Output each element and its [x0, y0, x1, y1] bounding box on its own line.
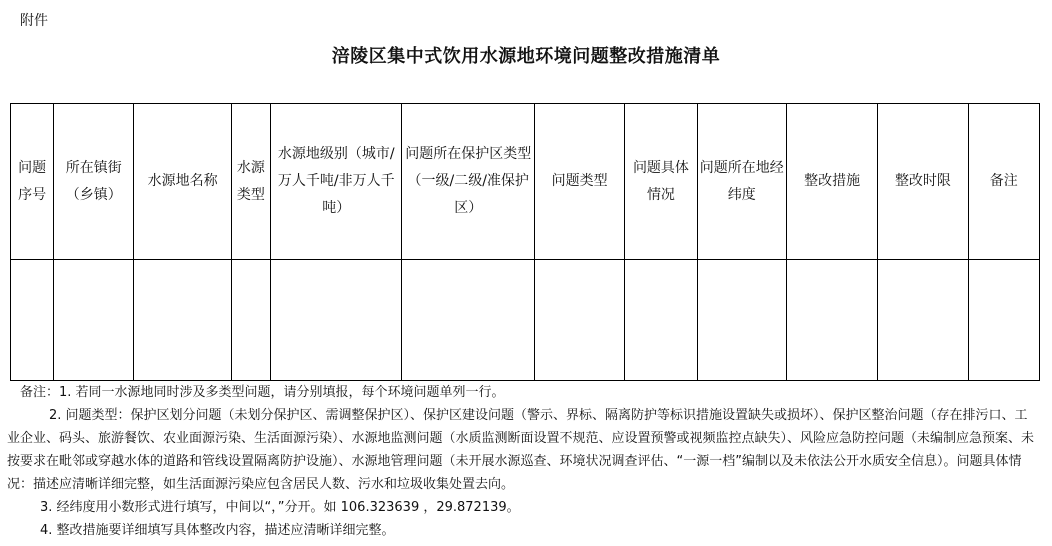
note-3: 3. 经纬度用小数形式进行填写，中间以“，”分开。如 106.323639 ，29.872139。	[40, 500, 520, 515]
header-cell-source-type: 水源类型	[231, 104, 270, 260]
note-2: 2. 问题类型：保护区划分问题（未划分保护区、需调整保护区）、保护区建设问题（警示、界标、隔离防护等标识措施设置缺失或损坏）、保护区整治问题（存在排污口、工业企业、码头、旅游餐饮、农业面源污染、生活面源污染）、水源地监测问题（水质监测断面设置不规范、应设置预警或视频监控点缺失）、风险应急防控问题（未编制应急预案、未按要求在毗邻或穿越水体的道路和管线设置隔离防护设施）、水源地管理问题（未开展水源巡查、环境状况调查评估、“一源一档”编制以及未依法公开水质安全信息）。问题具体情况：描述应清晰详细完整，如生活面源污染应包含居民人数、污水和垃圾收集处置去向。	[7, 408, 1035, 492]
table-cell[interactable]	[231, 260, 270, 381]
header-cell-coordinates: 问题所在地经纬度	[697, 104, 786, 260]
header-cell-issue-details: 问题具体情况	[625, 104, 697, 260]
table-header-row	[11, 104, 1040, 260]
table-cell[interactable]	[786, 260, 877, 381]
note-4: 4. 整改措施要详细填写具体整改内容，描述应清晰详细完整。	[40, 523, 395, 538]
header-cell-deadline: 整改时限	[878, 104, 968, 260]
header-cell-measures: 整改措施	[786, 104, 877, 260]
table-cell[interactable]	[534, 260, 624, 381]
document-title: 涪陵区集中式饮用水源地环境问题整改措施清单	[331, 46, 721, 67]
table-cell[interactable]	[54, 260, 134, 381]
header-cell-remarks: 备注	[968, 104, 1039, 260]
notes-section	[7, 381, 1039, 542]
table-cell[interactable]	[625, 260, 697, 381]
table-cell[interactable]	[134, 260, 231, 381]
table-cell[interactable]	[402, 260, 535, 381]
table-cell[interactable]	[697, 260, 786, 381]
header-cell-town: 所在镇街（乡镇）	[54, 104, 134, 260]
table-cell[interactable]	[968, 260, 1039, 381]
header-cell-issue-number: 问题序号	[11, 104, 54, 260]
header-cell-issue-type: 问题类型	[534, 104, 624, 260]
attachment-label: 附件	[20, 13, 48, 29]
header-cell-source-name: 水源地名称	[134, 104, 231, 260]
header-cell-protection-zone: 问题所在保护区类型（一级/二级/准保护区）	[402, 104, 535, 260]
table-row	[11, 260, 1040, 381]
table-cell[interactable]	[270, 260, 402, 381]
note-1: 备注：1. 若同一水源地同时涉及多类型问题，请分别填报，每个环境问题单列一行。	[20, 385, 505, 400]
table-cell[interactable]	[11, 260, 54, 381]
table-cell[interactable]	[878, 260, 968, 381]
rectification-table	[10, 103, 1040, 381]
header-cell-source-level: 水源地级别（城市/万人千吨/非万人千吨）	[270, 104, 402, 260]
